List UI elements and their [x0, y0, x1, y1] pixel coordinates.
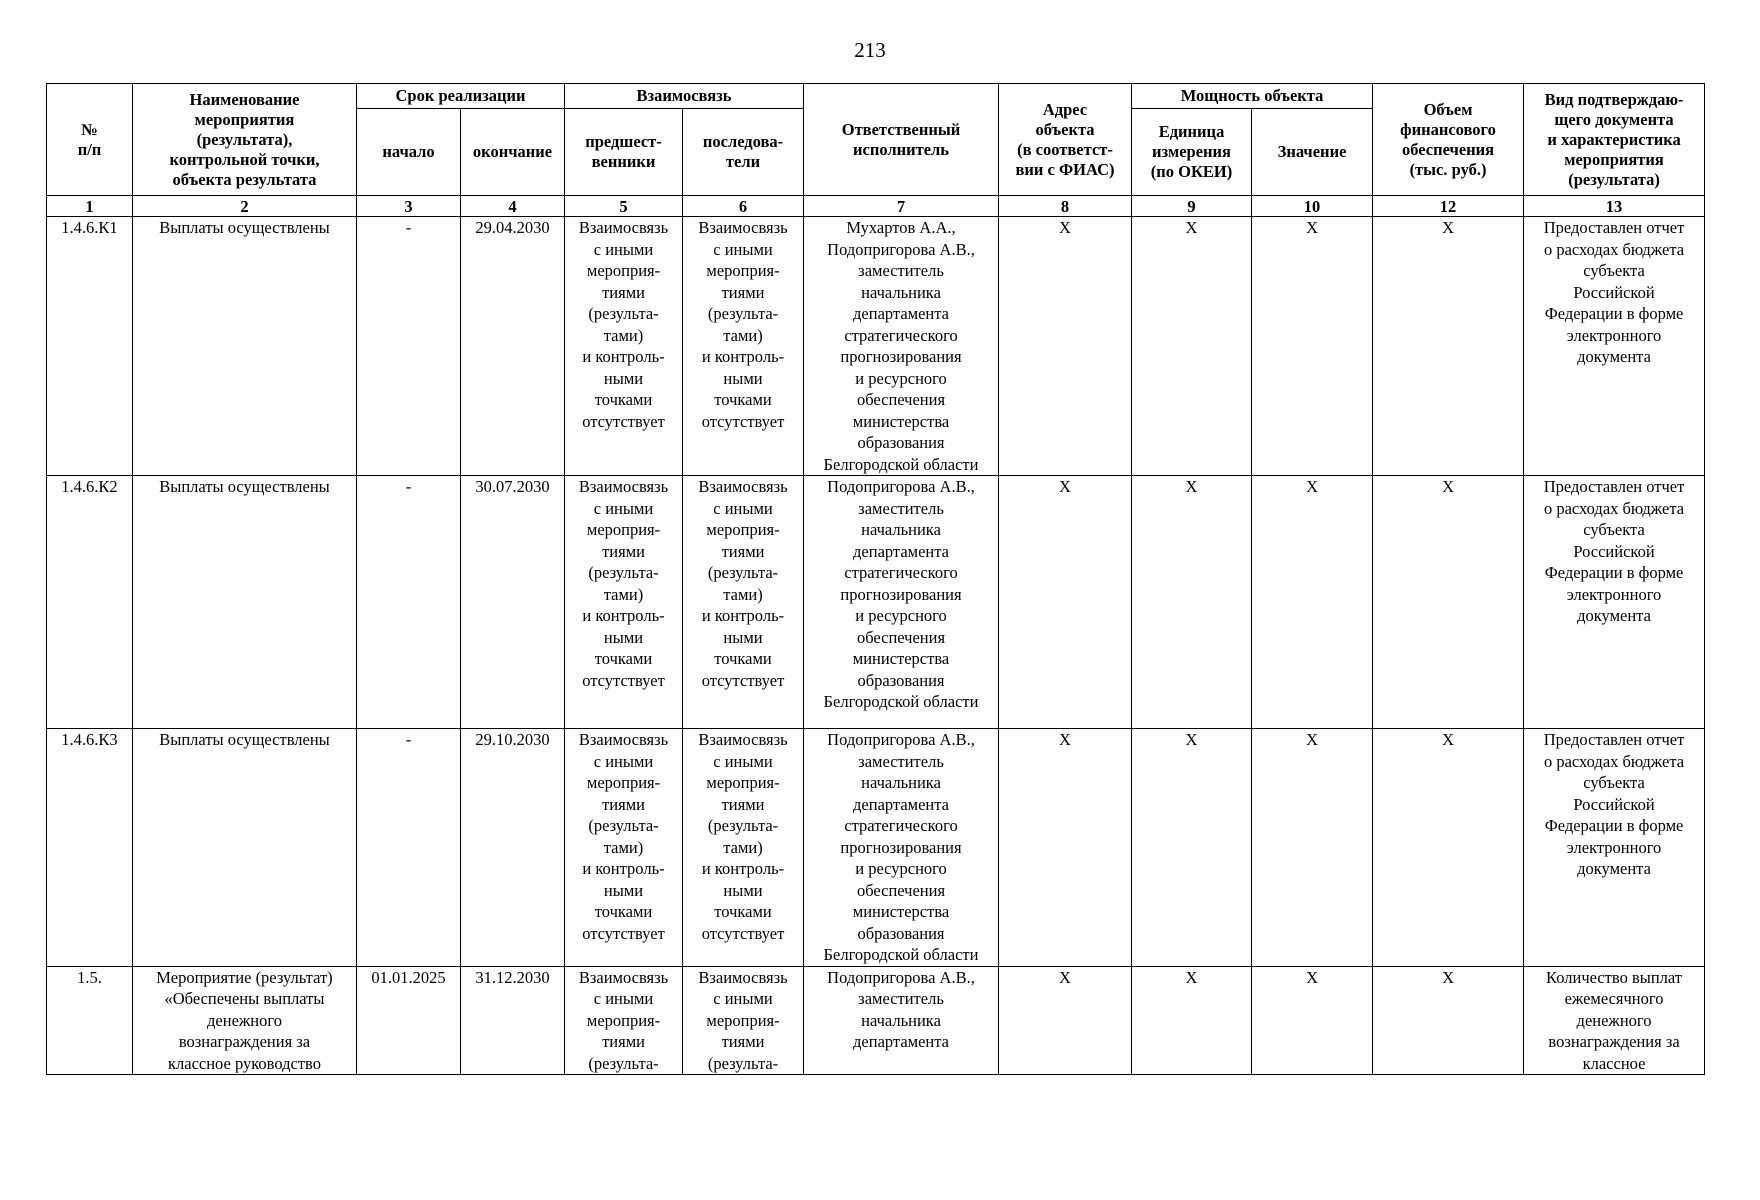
- row-unit: Х: [1132, 966, 1252, 1075]
- row-value: Х: [1252, 217, 1373, 476]
- row-address: Х: [999, 729, 1132, 967]
- row-num: 1.4.6.К2: [47, 476, 133, 729]
- column-number: 8: [999, 196, 1132, 217]
- row-address: Х: [999, 966, 1132, 1075]
- header-term-end: окончание: [461, 109, 565, 196]
- row-name: Выплаты осуществлены: [133, 476, 357, 729]
- header-term-start: начало: [357, 109, 461, 196]
- table-row: [47, 966, 1705, 1075]
- row-responsible: Мухартов А.А., Подопригорова А.В., заместитель начальника департамента стратегического прогнозирования и ресурсного обеспечения министерства образования Белгородской области: [804, 217, 999, 476]
- row-finance: Х: [1373, 729, 1524, 967]
- row-num: 1.4.6.К3: [47, 729, 133, 967]
- row-value: Х: [1252, 476, 1373, 729]
- row-doc: Предоставлен отчет о расходах бюджета субъекта Российской Федерации в форме электронного документа: [1524, 217, 1705, 476]
- header-capacity-unit: Единица измерения (по ОКЕИ): [1132, 109, 1252, 196]
- table-row: [47, 476, 1705, 729]
- row-num: 1.4.6.К1: [47, 217, 133, 476]
- row-name: Выплаты осуществлены: [133, 217, 357, 476]
- column-number: 9: [1132, 196, 1252, 217]
- row-responsible: Подопригорова А.В., заместитель начальника департамента стратегического прогнозирования и ресурсного обеспечения министерства образования Белгородской области: [804, 729, 999, 967]
- row-pred: Взаимосвязь с иными мероприя- тиями (результа- тами) и контроль- ными точками отсутствует: [565, 217, 683, 476]
- row-finance: Х: [1373, 217, 1524, 476]
- row-succ: Взаимосвязь с иными мероприя- тиями (результа- тами) и контроль- ными точками отсутствует: [683, 217, 804, 476]
- row-num: 1.5.: [47, 966, 133, 1075]
- row-pred: Взаимосвязь с иными мероприя- тиями (результа- тами) и контроль- ными точками отсутствует: [565, 476, 683, 729]
- row-pred: Взаимосвязь с иными мероприя- тиями (результа-: [565, 966, 683, 1075]
- row-value: Х: [1252, 966, 1373, 1075]
- row-value: Х: [1252, 729, 1373, 967]
- row-end: 30.07.2030: [461, 476, 565, 729]
- row-doc: Предоставлен отчет о расходах бюджета субъекта Российской Федерации в форме электронного документа: [1524, 476, 1705, 729]
- column-number-row: [47, 196, 1705, 217]
- column-number: 13: [1524, 196, 1705, 217]
- row-responsible: Подопригорова А.В., заместитель начальника департамента стратегического прогнозирования и ресурсного обеспечения министерства образования Белгородской области: [804, 476, 999, 729]
- column-number: 6: [683, 196, 804, 217]
- header-relation-succ: последова- тели: [683, 109, 804, 196]
- row-address: Х: [999, 476, 1132, 729]
- row-start: -: [357, 476, 461, 729]
- column-number: 4: [461, 196, 565, 217]
- header-term: Срок реализации: [357, 84, 565, 109]
- table-row: [47, 729, 1705, 967]
- row-end: 29.10.2030: [461, 729, 565, 967]
- row-pred: Взаимосвязь с иными мероприя- тиями (результа- тами) и контроль- ными точками отсутствует: [565, 729, 683, 967]
- row-address: Х: [999, 217, 1132, 476]
- column-number: 7: [804, 196, 999, 217]
- row-name: Мероприятие (результат) «Обеспечены выплаты денежного вознаграждения за классное руководство: [133, 966, 357, 1075]
- row-start: 01.01.2025: [357, 966, 461, 1075]
- row-end: 29.04.2030: [461, 217, 565, 476]
- row-unit: Х: [1132, 729, 1252, 967]
- row-succ: Взаимосвязь с иными мероприя- тиями (результа-: [683, 966, 804, 1075]
- table-row: [47, 217, 1705, 476]
- row-succ: Взаимосвязь с иными мероприя- тиями (результа- тами) и контроль- ными точками отсутствует: [683, 729, 804, 967]
- header-name: Наименование мероприятия (результата), контрольной точки, объекта результата: [133, 84, 357, 196]
- column-number: 3: [357, 196, 461, 217]
- column-number: 2: [133, 196, 357, 217]
- row-doc: Предоставлен отчет о расходах бюджета субъекта Российской Федерации в форме электронного документа: [1524, 729, 1705, 967]
- header-doc: Вид подтверждаю- щего документа и характеристика мероприятия (результата): [1524, 84, 1705, 196]
- row-finance: Х: [1373, 966, 1524, 1075]
- column-number: 1: [47, 196, 133, 217]
- row-responsible: Подопригорова А.В., заместитель начальника департамента: [804, 966, 999, 1075]
- row-end: 31.12.2030: [461, 966, 565, 1075]
- row-finance: Х: [1373, 476, 1524, 729]
- header-responsible: Ответственный исполнитель: [804, 84, 999, 196]
- row-succ: Взаимосвязь с иными мероприя- тиями (результа- тами) и контроль- ными точками отсутствует: [683, 476, 804, 729]
- page-number: 213: [854, 38, 886, 62]
- column-number: 10: [1252, 196, 1373, 217]
- header-num: № п/п: [47, 84, 133, 196]
- row-start: -: [357, 729, 461, 967]
- row-unit: Х: [1132, 217, 1252, 476]
- row-name: Выплаты осуществлены: [133, 729, 357, 967]
- header-relation: Взаимосвязь: [565, 84, 804, 109]
- header-row-1: [47, 84, 1705, 109]
- header-relation-pred: предшест- венники: [565, 109, 683, 196]
- row-doc: Количество выплат ежемесячного денежного вознаграждения за классное: [1524, 966, 1705, 1075]
- row-start: -: [357, 217, 461, 476]
- column-number: 12: [1373, 196, 1524, 217]
- row-unit: Х: [1132, 476, 1252, 729]
- header-address: Адрес объекта (в соответст- вии с ФИАС): [999, 84, 1132, 196]
- header-capacity-value: Значение: [1252, 109, 1373, 196]
- plan-table: [46, 83, 1705, 1075]
- header-capacity: Мощность объекта: [1132, 84, 1373, 109]
- column-number: 5: [565, 196, 683, 217]
- header-finance: Объем финансового обеспечения (тыс. руб.): [1373, 84, 1524, 196]
